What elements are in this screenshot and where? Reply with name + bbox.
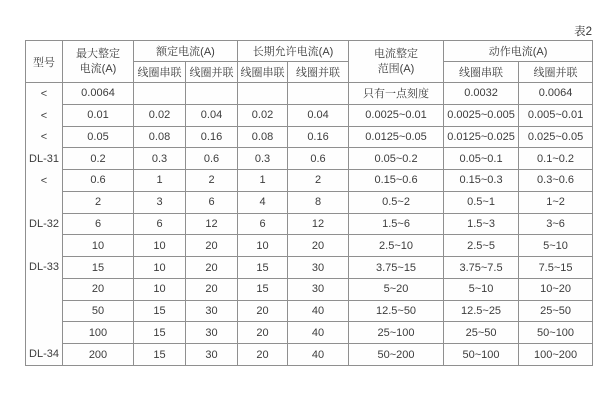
table-row: [26, 148, 593, 170]
subheader-operating-coil-parallel: 线圈并联: [519, 62, 593, 83]
table-cell: 20: [186, 235, 238, 257]
table-cell: 40: [288, 300, 349, 322]
table-cell: 20: [63, 278, 134, 300]
table-cell: 3: [134, 191, 186, 213]
table-cell: 0.0025~0.005: [444, 104, 519, 126]
table-cell: 0.05~0.2: [349, 148, 444, 170]
model-label: [26, 278, 62, 300]
header-row-groups: [26, 41, 593, 62]
table-cell: [238, 83, 288, 105]
table-cell: [186, 83, 238, 105]
model-column: [26, 83, 63, 366]
table-cell: 20: [238, 300, 288, 322]
table-cell: 5~10: [444, 278, 519, 300]
table-cell: 0.0064: [519, 83, 593, 105]
table-cell: 12.5~50: [349, 300, 444, 322]
table-cell: 30: [288, 257, 349, 279]
table-cell: 7.5~15: [519, 257, 593, 279]
subheader-operating-coil-series: 线圈串联: [444, 62, 519, 83]
table-cell: 0.04: [288, 104, 349, 126]
table-cell: 15: [134, 300, 186, 322]
table-cell: 1.5~6: [349, 213, 444, 235]
table-cell: 30: [186, 322, 238, 344]
header-setting-range-line1: 电流整定: [374, 47, 419, 60]
table-cell: 20: [288, 235, 349, 257]
table-cell: [288, 83, 349, 105]
table-cell: 1~2: [519, 191, 593, 213]
table-row: [26, 278, 593, 300]
table-cell: 40: [288, 322, 349, 344]
header-setting-range: [349, 41, 444, 83]
table-cell: 1.5~3: [444, 213, 519, 235]
table-cell: 20: [186, 278, 238, 300]
header-max-setting-line2: 电流(A): [79, 62, 117, 75]
table-cell: 2.5~5: [444, 235, 519, 257]
model-label: [26, 300, 62, 322]
table-cell: 10: [238, 235, 288, 257]
table-cell: 0.0125~0.05: [349, 126, 444, 148]
table-cell: 5~20: [349, 278, 444, 300]
table-cell: 20: [186, 257, 238, 279]
table-cell: 0.1~0.2: [519, 148, 593, 170]
table-cell: 10: [63, 235, 134, 257]
table-cell: 0.02: [238, 104, 288, 126]
table-cell: 0.05: [63, 126, 134, 148]
table-row: [26, 344, 593, 366]
table-caption: 表2: [574, 26, 592, 38]
table-cell: 2: [63, 191, 134, 213]
model-label: <: [40, 109, 48, 122]
model-label: <: [40, 174, 48, 187]
table-cell: 6: [186, 191, 238, 213]
table-cell: 0.5~1: [444, 191, 519, 213]
table-cell: 50: [63, 300, 134, 322]
table-cell: 0.0064: [63, 83, 134, 105]
table-cell: 100: [63, 322, 134, 344]
table-cell: 30: [186, 300, 238, 322]
table-row: [26, 170, 593, 192]
table-cell: 0.2: [63, 148, 134, 170]
table-row: [26, 126, 593, 148]
table-cell: 0.02: [134, 104, 186, 126]
header-rated-current: 额定电流(A): [134, 41, 238, 62]
header-max-setting-current: [63, 41, 134, 83]
table-cell: 4: [238, 191, 288, 213]
header-operating-current: 动作电流(A): [444, 41, 593, 62]
table-cell: 12: [288, 213, 349, 235]
table-cell: 0.3: [134, 148, 186, 170]
model-label: DL-33: [29, 261, 59, 274]
table-cell: 10: [134, 235, 186, 257]
table-cell: 6: [134, 213, 186, 235]
model-label: [26, 322, 62, 344]
table-cell: 6: [238, 213, 288, 235]
table-cell: 50~100: [519, 322, 593, 344]
subheader-longterm-coil-series: 线圈串联: [238, 62, 288, 83]
table-cell: 30: [288, 278, 349, 300]
table-cell: 2: [288, 170, 349, 192]
table-cell: 0.08: [238, 126, 288, 148]
table-cell: 0.0025~0.01: [349, 104, 444, 126]
table-cell: 6: [63, 213, 134, 235]
table-cell: 50~200: [349, 344, 444, 366]
table-row: [26, 235, 593, 257]
table-cell: 20: [238, 322, 288, 344]
table-cell: 0.16: [288, 126, 349, 148]
header-max-setting-line1: 最大整定: [76, 47, 120, 60]
table-cell: 15: [238, 278, 288, 300]
table-row: [26, 213, 593, 235]
table-cell: 25~50: [519, 300, 593, 322]
table-header: [26, 41, 593, 83]
model-label: <: [40, 131, 48, 144]
table-cell: 0.6: [63, 170, 134, 192]
header-model: 型号: [26, 41, 63, 83]
subheader-rated-coil-series: 线圈串联: [134, 62, 186, 83]
table-cell: 5~10: [519, 235, 593, 257]
table-cell: 15: [63, 257, 134, 279]
table-cell: 0.005~0.01: [519, 104, 593, 126]
table-cell: 15: [134, 344, 186, 366]
header-long-term-current: 长期允许电流(A): [238, 41, 349, 62]
table-cell: 50~100: [444, 344, 519, 366]
table-cell: 12: [186, 213, 238, 235]
table-cell: 1: [238, 170, 288, 192]
table-cell: 10: [134, 278, 186, 300]
table-cell: 0.5~2: [349, 191, 444, 213]
table-cell: 0.15~0.3: [444, 170, 519, 192]
table-cell: 15: [134, 322, 186, 344]
table-cell: 0.04: [186, 104, 238, 126]
table-cell: 0.01: [63, 104, 134, 126]
model-label: [26, 191, 62, 213]
model-label: DL-34: [29, 348, 59, 361]
table-cell: 3~6: [519, 213, 593, 235]
table-cell: 12.5~25: [444, 300, 519, 322]
table-row: [26, 322, 593, 344]
table-cell: 25~50: [444, 322, 519, 344]
table-cell: 0.15~0.6: [349, 170, 444, 192]
model-label: [26, 235, 62, 257]
table-cell: 0.08: [134, 126, 186, 148]
header-setting-range-line2: 范围(A): [377, 62, 415, 75]
table-cell: 8: [288, 191, 349, 213]
table-cell: 0.025~0.05: [519, 126, 593, 148]
table-cell: 15: [238, 257, 288, 279]
table-cell: 0.05~0.1: [444, 148, 519, 170]
table-body: [26, 83, 593, 366]
table-cell: 3.75~15: [349, 257, 444, 279]
table-cell: 3.75~7.5: [444, 257, 519, 279]
table-cell: 30: [186, 344, 238, 366]
table-row: [26, 191, 593, 213]
table-row: [26, 83, 593, 105]
table-cell: 10~20: [519, 278, 593, 300]
table-cell: 0.0125~0.025: [444, 126, 519, 148]
table-cell: 25~100: [349, 322, 444, 344]
table-cell: 1: [134, 170, 186, 192]
table-cell: 只有一点刻度: [349, 83, 444, 105]
table-cell: 2.5~10: [349, 235, 444, 257]
table-cell: 0.0032: [444, 83, 519, 105]
model-label: DL-31: [29, 152, 59, 165]
table-cell: 200: [63, 344, 134, 366]
table-row: [26, 104, 593, 126]
table-cell: 100~200: [519, 344, 593, 366]
table-cell: 0.16: [186, 126, 238, 148]
table-cell: 0.6: [186, 148, 238, 170]
table-row: [26, 257, 593, 279]
table-cell: 0.6: [288, 148, 349, 170]
table-row: [26, 300, 593, 322]
table-cell: 20: [238, 344, 288, 366]
model-label: <: [40, 87, 48, 100]
table-cell: 0.3: [238, 148, 288, 170]
subheader-rated-coil-parallel: 线圈并联: [186, 62, 238, 83]
table-cell: 2: [186, 170, 238, 192]
table-cell: 10: [134, 257, 186, 279]
table-cell: 0.3~0.6: [519, 170, 593, 192]
spec-table: [25, 40, 593, 366]
subheader-longterm-coil-parallel: 线圈并联: [288, 62, 349, 83]
model-label: DL-32: [29, 217, 59, 230]
table-cell: [134, 83, 186, 105]
model-label-stack: [26, 83, 62, 365]
table-cell: 40: [288, 344, 349, 366]
